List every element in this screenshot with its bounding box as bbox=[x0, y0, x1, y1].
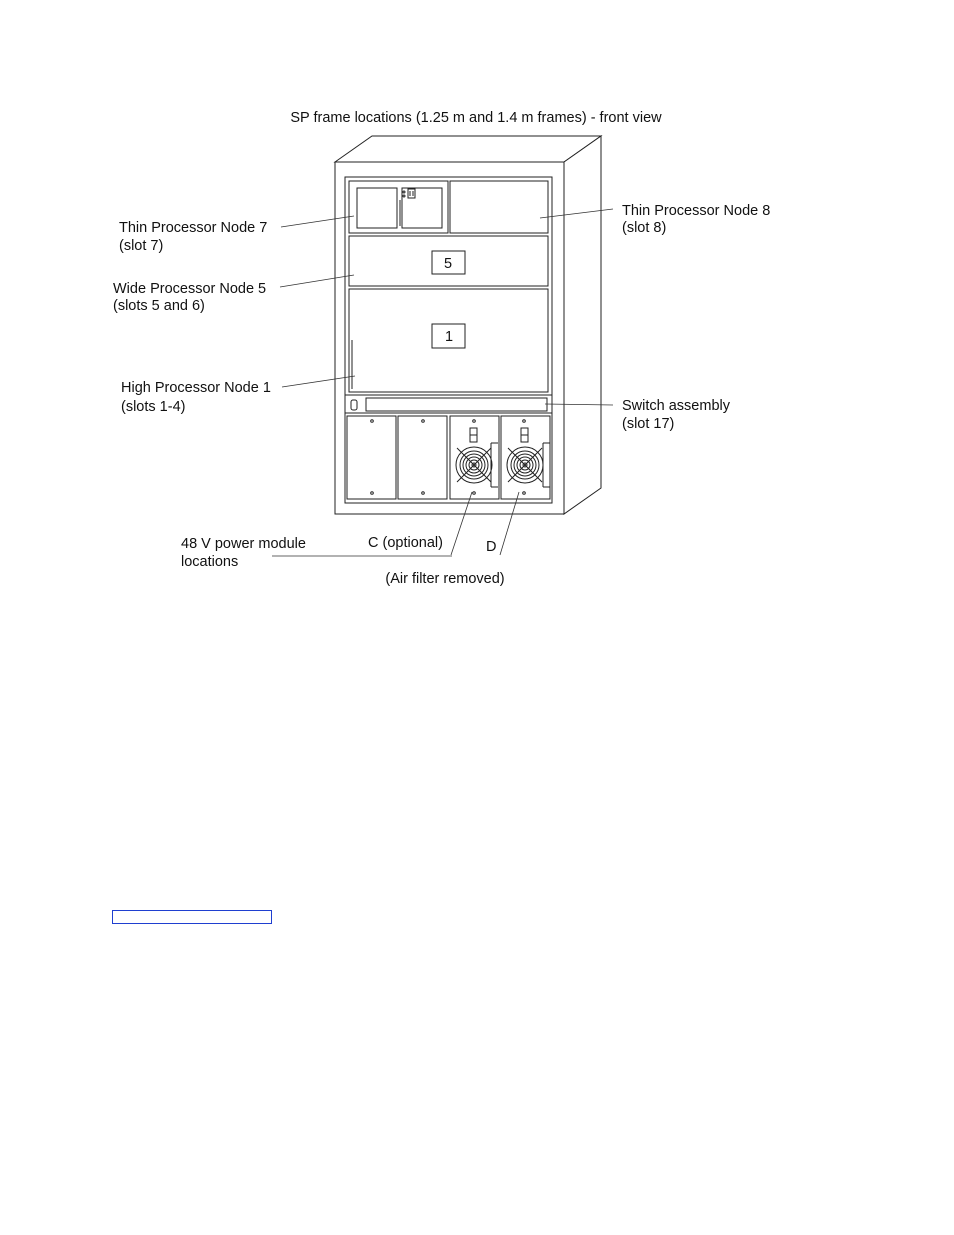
callout-high-node-1-slots: (slots 1-4) bbox=[121, 399, 186, 415]
high-node-slot-label: 1 bbox=[444, 329, 454, 345]
callout-module-c: C (optional) bbox=[368, 535, 443, 551]
frame-cabinet bbox=[335, 136, 601, 514]
wide-node-slot-label: 5 bbox=[443, 256, 453, 272]
callout-wide-node-5-slots: (slots 5 and 6) bbox=[113, 298, 205, 314]
callout-switch-assembly: Switch assembly bbox=[622, 398, 730, 414]
callout-thin-node-7: Thin Processor Node 7 bbox=[119, 220, 268, 236]
callout-thin-node-8-slot: (slot 8) bbox=[622, 220, 667, 236]
frame-top-face bbox=[335, 136, 601, 162]
diagram-title: SP frame locations (1.25 m and 1.4 m frames) - front view bbox=[290, 110, 662, 126]
callout-power-modules: 48 V power module bbox=[181, 536, 306, 552]
callout-module-d: D bbox=[486, 539, 497, 555]
callout-switch-assembly-slot: (slot 17) bbox=[622, 416, 675, 432]
callout-thin-node-7-slot: (slot 7) bbox=[119, 238, 164, 254]
callout-thin-node-8: Thin Processor Node 8 bbox=[622, 203, 771, 219]
callout-power-modules-locations: locations bbox=[181, 554, 239, 570]
callout-air-filter: (Air filter removed) bbox=[385, 571, 505, 587]
link-box[interactable] bbox=[112, 910, 272, 924]
callout-high-node-1: High Processor Node 1 bbox=[121, 380, 271, 396]
callout-wide-node-5: Wide Processor Node 5 bbox=[113, 281, 267, 297]
frame-side-face bbox=[564, 136, 601, 514]
